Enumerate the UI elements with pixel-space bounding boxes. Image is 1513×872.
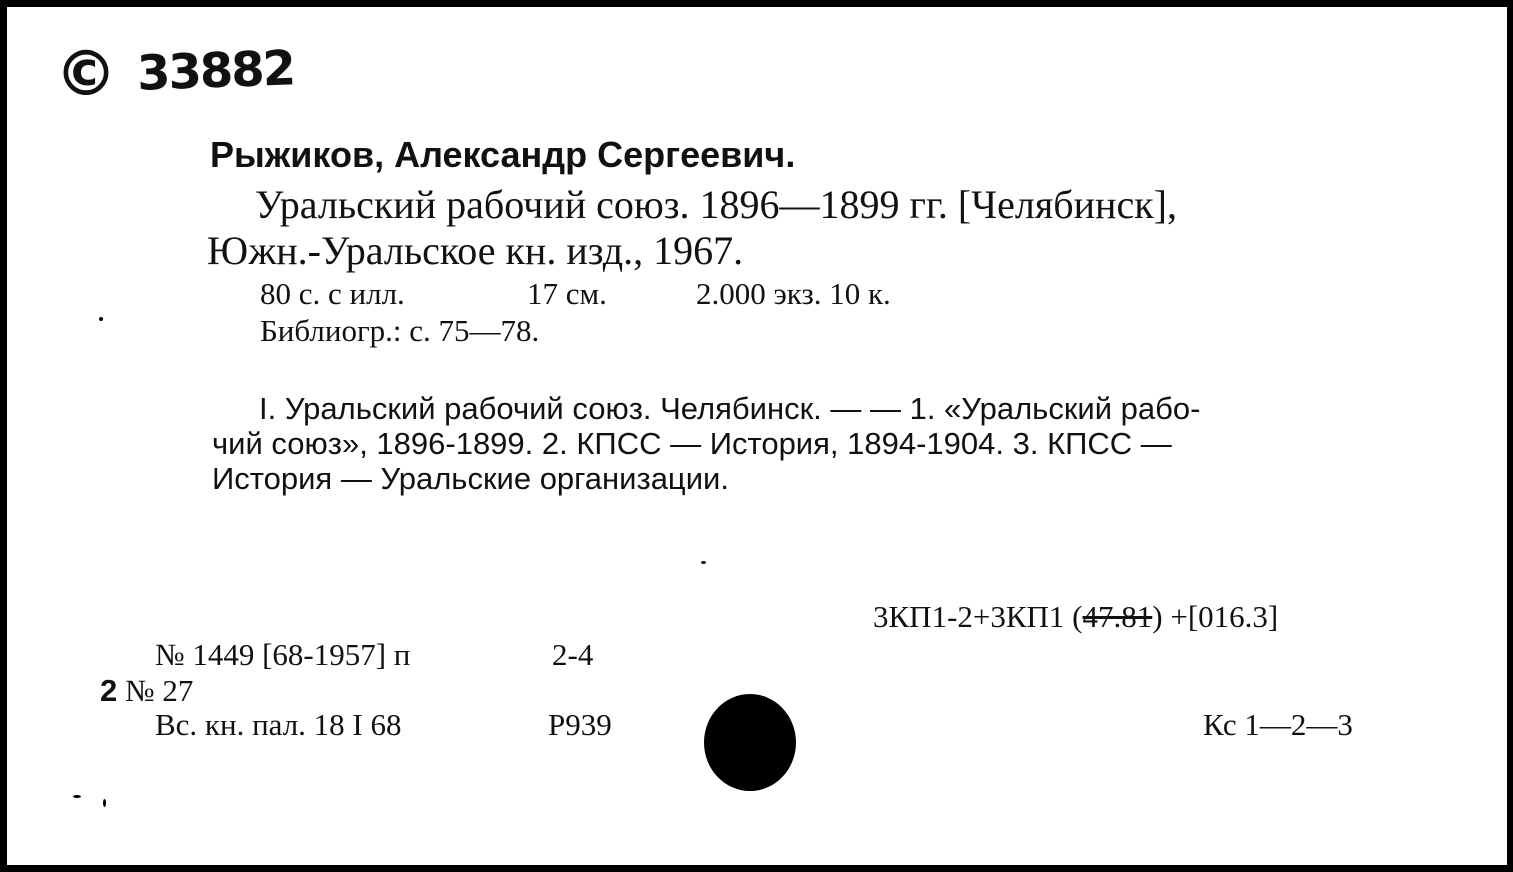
registration-number: № 1449 [68-1957] п [155, 637, 411, 672]
book-chamber-line: Вс. кн. пал. 18 I 68 [155, 707, 402, 742]
series-number [100, 675, 193, 706]
ink-speck [701, 561, 706, 564]
ink-speck [73, 795, 81, 798]
registration-code: 2-4 [552, 637, 594, 672]
title-line-1: Уральский рабочий союз. 1896—1899 гг. [Челябинск], [255, 182, 1177, 227]
classification-struck: 47.81 [1082, 599, 1153, 634]
size-info: 17 см. [527, 276, 607, 311]
classification-prefix: 3КП1-2+3КП1 ( [873, 599, 1083, 634]
subject-line-3: История — Уральские организации. [212, 461, 729, 496]
catalog-card [7, 7, 1507, 865]
card-number: 33882 [136, 40, 295, 102]
classification-suffix: ) +[016.3] [1152, 599, 1279, 634]
subject-line-2: чий союз», 1896-1899. 2. КПСС — История, 1894-1904. 3. КПСС — [212, 426, 1172, 461]
pages-info: 80 с. с илл. [260, 276, 405, 311]
title-line-2: Южн.-Уральское кн. изд., 1967. [207, 228, 744, 273]
author-heading: Рыжиков, Александр Сергеевич. [210, 134, 796, 175]
chamber-code: Р939 [548, 707, 612, 742]
copies-price-info: 2.000 экз. 10 к. [696, 276, 891, 311]
kc-code: Кс 1—2—3 [1203, 707, 1353, 742]
copyright-mark: © [55, 37, 117, 110]
punch-hole [704, 694, 796, 791]
series-bold: 2 [100, 673, 118, 708]
ink-speck [103, 799, 106, 807]
subject-line-1: I. Уральский рабочий союз. Челябинск. — — 1. «Уральский рабо- [259, 391, 1201, 426]
classification-index [873, 601, 1278, 632]
bibliography-note: Библиогр.: с. 75—78. [260, 313, 540, 348]
ink-speck [99, 317, 103, 321]
series-rest: № 27 [125, 673, 194, 708]
